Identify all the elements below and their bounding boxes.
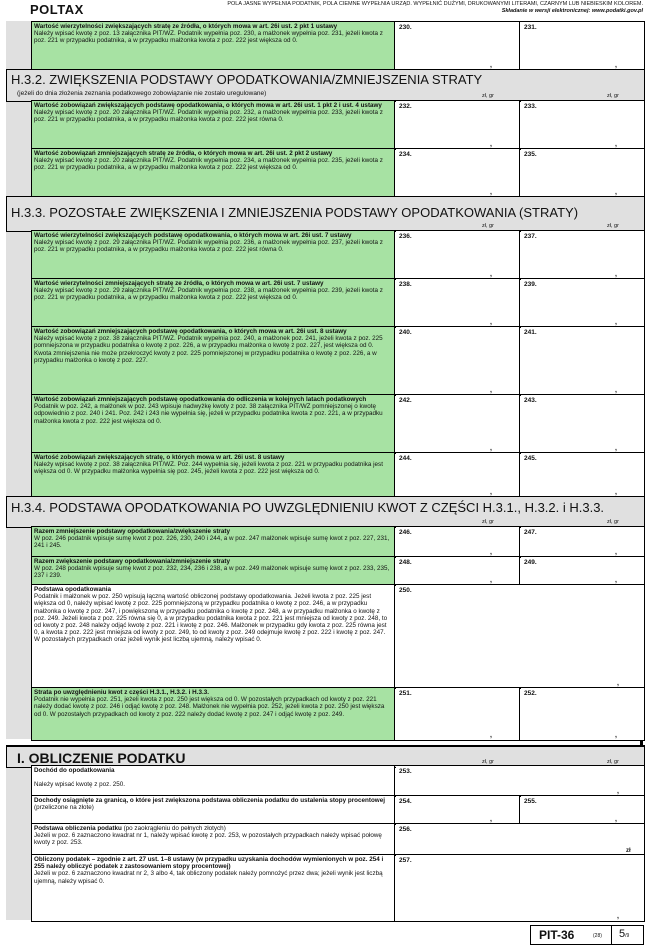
row-234 bbox=[31, 148, 645, 198]
row-238 bbox=[31, 278, 645, 328]
field-247[interactable]: 247. , bbox=[521, 527, 644, 557]
unit-label: zł, gr bbox=[482, 93, 494, 99]
field-232[interactable]: 232. , bbox=[396, 101, 520, 149]
row-desc: Należy wpisać kwotę z poz. 29 załącznika PIT/WZ. Podatnik wypełnia poz. 236, a małżonek wypełnia poz. 237, jeżeli kwota z poz. 221 w przypadku podatnika, a w przypadku małżonka kwota z poz. 222 jest równa 0. bbox=[34, 239, 383, 254]
row-desc: Należy wpisać kwotę z poz. 38 załącznika PIT/WZ. Poz. 244 wypełnia się, jeżeli kwota z poz. 221 w przypadku podatnika jest większa od 0. W przypadku małżonka wypełnia się poz. 245, jeżeli kwota z poz. 222 jest większa od 0. bbox=[34, 461, 383, 476]
row-232 bbox=[31, 100, 645, 150]
gutter bbox=[6, 100, 31, 196]
row-label bbox=[32, 22, 395, 70]
field-number: 234. bbox=[399, 151, 412, 158]
field-254[interactable]: 254. , bbox=[396, 796, 520, 824]
field-250[interactable]: 250. , bbox=[396, 585, 644, 688]
row-label bbox=[32, 527, 395, 557]
field-number: 254. bbox=[399, 798, 412, 805]
row-title: Wartość wierzytelności zmniejszających stratę ze źródła, o których mowa w art. 26i ust. 7 ustawy bbox=[34, 280, 324, 287]
row-title: Razem zmniejszenie podstawy opodatkowania/zwiększenie straty bbox=[34, 528, 230, 535]
field-240[interactable]: 240. , bbox=[396, 327, 520, 395]
field-256[interactable] bbox=[396, 824, 644, 855]
unit-label: zł, gr bbox=[482, 759, 494, 765]
section-h32-header bbox=[6, 69, 645, 102]
row-256 bbox=[31, 823, 645, 856]
unit-label: zł, gr bbox=[607, 519, 619, 525]
section-title: H.3.3. POZOSTAŁE ZWIĘKSZENIA I ZMNIEJSZENIA PODSTAWY OPODATKOWANIA (STRATY) bbox=[11, 205, 579, 220]
row-title: Dochód do opodatkowania bbox=[34, 767, 115, 774]
field-number: 256. bbox=[399, 826, 412, 833]
field-248[interactable]: 248. , bbox=[396, 557, 520, 585]
row-label bbox=[32, 824, 395, 855]
field-number: 251. bbox=[399, 690, 412, 697]
row-label bbox=[32, 855, 395, 921]
row-title: Razem zwiększenie podstawy opodatkowania/zmniejszenie straty bbox=[34, 558, 230, 565]
field-255[interactable]: 255. , bbox=[521, 796, 644, 824]
field-244[interactable]: 244. , bbox=[396, 453, 520, 497]
row-label bbox=[32, 585, 395, 688]
field-257[interactable]: 257. , bbox=[396, 855, 644, 921]
field-245[interactable]: 245. , bbox=[521, 453, 644, 497]
divider bbox=[611, 926, 612, 944]
field-number: 239. bbox=[524, 281, 537, 288]
row-desc: Podatnik i małżonek w poz. 250 wpisują łączną wartość obliczonej podstawy opodatkowania. Jeżeli kwota z poz. 225 jest większa od 0, należy wpisać kwotę z poz. 225 pomniejszoną w przypadku podatnika o kwotę z poz. 246, a w przypadku małżonka o kwotę z poz. 247, i powiększoną w przypadku podatnika o kwotę z poz. 248, a w przypadku małżonka o kwotę z poz. 249. Jeżeli kwota z poz. 225 równa się 0, a w przypadku podatnika kwota z poz. 221 jest mniejsza od kwoty z poz. 248, to od kwoty z poz. 248 należy odjąć kwotę z poz. 221 i kwotę z poz. 246. Małżonek w przypadku gdy kwota z poz. 225 równa jest 0, a kwota z poz. 222 jest mniejsza od kwoty z poz. 249, to od kwoty z poz. 249 odejmuje kwotę z poz. 222 i kwotę z poz. 247. W pozostałych przypadkach oraz jeżeli wynik jest liczbą ujemną, należy wpisać 0. bbox=[34, 593, 388, 644]
field-number: 253. bbox=[399, 768, 412, 775]
field-number: 233. bbox=[524, 103, 537, 110]
field-number: 250. bbox=[399, 587, 412, 594]
unit-label: zł, gr bbox=[607, 759, 619, 765]
field-230[interactable]: 230. , bbox=[396, 22, 520, 70]
field-number: 238. bbox=[399, 281, 412, 288]
field-234[interactable]: 234. , bbox=[396, 149, 520, 197]
gutter bbox=[6, 765, 31, 920]
row-title: Wartość zobowiązań zmniejszających podstawę opodatkowania, o których mowa w art. 26i ust. 8 ustawy bbox=[34, 328, 347, 335]
field-number: 235. bbox=[524, 151, 537, 158]
row-251 bbox=[31, 687, 645, 741]
row-desc: Należy wpisać kwotę z poz. 38 załącznika PIT/WZ. Podatnik wypełnia poz. 240, a małżonek poz. 241, jeżeli kwota z poz. 225 pomniejszona w przypadku podatnika o kwotę z poz. 226, a w przypadku małżonka o kwotę z poz. 227, jest większa od 0. Kwota zmniejszenia nie może przekroczyć kwoty z poz. 225 pomniejszonej w przypadku podatnika o kwotę z poz. 226, a w przypadku małżonka o kwotę z poz. 227. bbox=[34, 335, 383, 364]
field-number: 240. bbox=[399, 329, 412, 336]
row-title: Wartość wierzytelności zwiększających podstawę opodatkowania, o których mowa w art. 26i ust. 7 ustawy bbox=[34, 232, 352, 239]
row-248 bbox=[31, 556, 645, 586]
row-title: Dochody osiągnięte za granicą, o które jest zwiększona podstawa obliczenia podatku do ustalenia stopy procentowej bbox=[34, 797, 385, 804]
section-title: H.3.4. PODSTAWA OPODATKOWANIA PO UWZGLĘDNIENIU KWOT Z CZĘŚCI H.3.1., H.3.2. i H.3.3. bbox=[11, 500, 605, 515]
row-label bbox=[32, 688, 395, 740]
field-number: 252. bbox=[524, 690, 537, 697]
section-h34-header bbox=[6, 496, 645, 528]
row-230 bbox=[31, 21, 645, 71]
field-number: 244. bbox=[399, 455, 412, 462]
row-title: Wartość zobowiązań zwiększających podstawę opodatkowania, o których mowa w art. 26i ust. 1 pkt 2 i ust. 4 ustawy bbox=[34, 102, 382, 109]
section-subtitle: (jeżeli do dnia złożenia zeznania podatkowego zobowiązanie nie zostało uregulowane) bbox=[17, 90, 267, 97]
page-footer bbox=[530, 925, 644, 945]
row-246 bbox=[31, 526, 645, 558]
row-title: Podstawa opodatkowania bbox=[34, 586, 111, 593]
row-label bbox=[32, 766, 395, 796]
row-label bbox=[32, 395, 395, 453]
field-241[interactable]: 241. , bbox=[521, 327, 644, 395]
row-label bbox=[32, 453, 395, 497]
field-231[interactable]: 231. , bbox=[521, 22, 644, 70]
field-number: 242. bbox=[399, 397, 412, 404]
gutter bbox=[6, 21, 31, 69]
field-239[interactable]: 239. , bbox=[521, 279, 644, 327]
row-label bbox=[32, 279, 395, 327]
row-label bbox=[32, 101, 395, 149]
unit-label: zł, gr bbox=[482, 519, 494, 525]
row-label bbox=[32, 149, 395, 197]
row-253 bbox=[31, 765, 645, 797]
field-246[interactable]: 246. , bbox=[396, 527, 520, 557]
electronic-notice: Składanie w wersji elektronicznej: www.podatki.gov.pl bbox=[501, 8, 643, 14]
row-title: Wartość zobowiązań zwiększających stratę, o których mowa w art. 26i ust. 8 ustawy bbox=[34, 454, 285, 461]
page-number bbox=[619, 928, 629, 940]
row-title: Wartość zobowiązań zmniejszających stratę ze źródła, o których mowa w art. 26i ust. 2 pkt 2 ustawy bbox=[34, 150, 333, 157]
field-252[interactable]: 252. , bbox=[521, 688, 644, 740]
field-238[interactable]: 238. , bbox=[396, 279, 520, 327]
field-number: 249. bbox=[524, 559, 537, 566]
row-desc: Należy wpisać kwotę z poz. 20 załącznika PIT/WZ. Podatnik wypełnia poz. 232, a małżonek wypełnia poz. 233, jeżeli kwota z poz. 221 w przypadku podatnika, a w przypadku małżonka kwota z poz. 222 jest równa 0. bbox=[34, 109, 383, 124]
row-extra: (po zaokrągleniu do pełnych złotych) bbox=[121, 825, 226, 832]
row-desc: Podatnik nie wypełnia poz. 251, jeżeli kwota z poz. 250 jest większa od 0. W pozostałych przypadkach od kwoty z poz. 221 należy dodać kwotę z poz. 246 i odjąć kwotę z poz. 248. Małżonek nie wypełnia poz. 252, jeżeli kwota z poz. 250 jest większa od 0. W pozostałych przypadkach od kwoty z poz. 222 należy dodać kwotę z poz. 247 i odjąć kwotę z poz. 249. bbox=[34, 696, 385, 718]
row-242 bbox=[31, 394, 645, 454]
field-number: 243. bbox=[524, 397, 537, 404]
row-desc: Należy wpisać kwotę z poz. 29 załącznika PIT/WZ. Podatnik wypełnia poz. 238, a małżonek wypełnia poz. 239, jeżeli kwota z poz. 221 w przypadku podatnika, a w przypadku małżonka kwota z poz. 222 jest większa od 0. bbox=[34, 287, 383, 302]
row-desc: Należy wpisać kwotę z poz. 13 załącznika PIT/WZ. Podatnik wypełnia poz. 230, a małżonek wypełnia poz. 231, jeżeli kwota z poz. 221 w przypadku podatnika, a w przypadku małżonka kwota z poz. 222 jest większa od 0. bbox=[34, 30, 383, 45]
page-current: 5 bbox=[619, 928, 626, 940]
unit-label: zł bbox=[626, 848, 631, 854]
unit-label: zł, gr bbox=[482, 223, 494, 229]
row-254 bbox=[31, 795, 645, 825]
row-title: Obliczony podatek – zgodnie z art. 27 ust. 1–8 ustawy (w przypadku uzyskania dochodów wymienionych w poz. 254 i 255 należy obliczyć podatek z zastosowaniem stopy procentowej) bbox=[34, 856, 384, 871]
field-number: 231. bbox=[524, 24, 537, 31]
row-desc: Jeżeli w poz. 6 zaznaczono kwadrat nr 2, 3 albo 4, tak obliczony podatek należy pomnożyć przez dwa; jeżeli wynik jest liczbą ujemną, należy wpisać 0. bbox=[34, 870, 383, 885]
poltax-logo: POLTAX bbox=[30, 2, 84, 17]
unit-label: zł, gr bbox=[607, 223, 619, 229]
field-number: 237. bbox=[524, 233, 537, 240]
section-title: I. OBLICZENIE PODATKU bbox=[17, 750, 186, 766]
field-243[interactable]: 243. , bbox=[521, 395, 644, 453]
unit-label: zł, gr bbox=[607, 93, 619, 99]
field-number: 247. bbox=[524, 529, 537, 536]
row-250 bbox=[31, 584, 645, 689]
row-title: Strata po uwzględnieniu kwot z części H.3.1., H.3.2. i H.3.3. bbox=[34, 689, 209, 696]
row-title: Wartość wierzytelności zwiększających stratę ze źródła, o których mowa w art. 26i ust. 2 pkt 1 ustawy bbox=[34, 23, 338, 30]
notice-line: POLA JASNE WYPEŁNIA PODATNIK, POLA CIEMNE WYPEŁNIA URZĄD. WYPEŁNIĆ DUŻYMI, DRUKOWANYMI LITERAMI, CZARNYM LUB NIEBIESKIM KOLOREM. bbox=[227, 1, 643, 7]
row-label bbox=[32, 796, 395, 824]
field-number: 257. bbox=[399, 857, 412, 864]
row-title: Podstawa obliczenia podatku bbox=[34, 825, 122, 832]
field-number: 230. bbox=[399, 24, 412, 31]
row-desc: Należy wpisać kwotę z poz. 250. bbox=[34, 781, 125, 789]
section-h33-header bbox=[6, 196, 645, 232]
row-desc: W poz. 248 podatnik wpisuje sumę kwot z poz. 232, 234, 236 i 238, a w poz. 249 małżonek wpisuje sumę kwot z poz. 233, 235, 237 i 239. bbox=[34, 565, 390, 580]
form-version: (28) bbox=[593, 933, 602, 939]
row-label bbox=[32, 231, 395, 279]
field-236[interactable]: 236. , bbox=[396, 231, 520, 279]
field-237[interactable]: 237. , bbox=[521, 231, 644, 279]
row-desc: W poz. 246 podatnik wpisuje sumę kwot z poz. 226, 230, 240 i 244, a w poz. 247 małżonek wpisuje sumę kwot z poz. 227, 231, 241 i 245. bbox=[34, 535, 390, 550]
page-total: /9 bbox=[625, 933, 630, 939]
field-249[interactable]: 249. , bbox=[521, 557, 644, 585]
field-number: 236. bbox=[399, 233, 412, 240]
gutter bbox=[6, 230, 31, 496]
row-257 bbox=[31, 854, 645, 922]
field-251[interactable]: 251. , bbox=[396, 688, 520, 740]
row-label bbox=[32, 327, 395, 395]
row-desc: Podatnik w poz. 242, a małżonek w poz. 243 wpisuje nadwyżkę kwoty z poz. 38 załącznika PIT/WZ pomniejszonej o kwotę odpowiednio z poz. 240 i 241. Poz. 242 i 243 nie wypełnia się, jeżeli w przypadku podatnika kwota z poz. 221, a w przypadku małżonka kwota z poz. 222 jest większa od 0. bbox=[34, 403, 383, 425]
page-header bbox=[0, 0, 649, 20]
field-number: 255. bbox=[524, 798, 537, 805]
row-extra: (przeliczone na złote) bbox=[34, 804, 94, 812]
row-desc: Jeżeli w poz. 6 zaznaczono kwadrat nr 1, należy wpisać kwotę z poz. 253, w pozostałych przypadkach należy wpisać połowę kwoty z poz. 253. bbox=[34, 832, 382, 847]
field-233[interactable]: 233. , bbox=[521, 101, 644, 149]
row-label bbox=[32, 557, 395, 585]
row-desc: Należy wpisać kwotę z poz. 20 załącznika PIT/WZ. Podatnik wypełnia poz. 234, a małżonek wypełnia poz. 235, jeżeli kwota z poz. 221 w przypadku podatnika, a w przypadku małżonka kwota z poz. 222 jest większa od 0. bbox=[34, 157, 383, 172]
field-number: 246. bbox=[399, 529, 412, 536]
row-236 bbox=[31, 230, 645, 280]
field-235[interactable]: 235. , bbox=[521, 149, 644, 197]
field-number: 241. bbox=[524, 329, 537, 336]
field-253[interactable]: 253. , bbox=[396, 766, 644, 796]
section-title: H.3.2. ZWIĘKSZENIA PODSTAWY OPODATKOWANIA/ZMNIEJSZENIA STRATY bbox=[11, 72, 483, 87]
form-code: PIT-36 bbox=[539, 928, 575, 942]
row-244 bbox=[31, 452, 645, 498]
field-number: 245. bbox=[524, 455, 537, 462]
field-number: 248. bbox=[399, 559, 412, 566]
field-242[interactable]: 242. , bbox=[396, 395, 520, 453]
field-number: 232. bbox=[399, 103, 412, 110]
row-240 bbox=[31, 326, 645, 396]
fill-instructions bbox=[227, 1, 643, 15]
row-title: Wartość zobowiązań zmniejszających podstawę opodatkowania do odliczenia w kolejnych latach podatkowych bbox=[34, 396, 367, 403]
gutter bbox=[6, 526, 31, 739]
